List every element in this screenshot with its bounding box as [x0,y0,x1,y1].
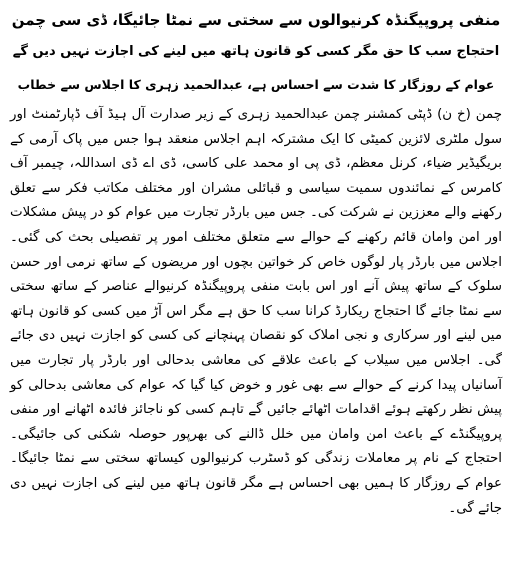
article-body: چمن (خ ن) ڈپٹی کمشنر چمن عبدالحمید زہری کے زیر صدارت آل ہیڈ آف ڈپارٹمنٹ اور سول ملٹری لائزین کمیٹی کا ایک مشترکہ اہم اجلاس منعقد ہوا جس میں پاک آرمی کے بریگیڈیر ضیاء، کرنل معظم، ڈی پی او محمد علی کاسی، ڈی اے ڈی اسداللہ، چیمبر آف کامرس کے نمائندوں سمیت سیاسی و قبائلی مشران اور مختلف مکاتب فکر سے تعلق رکھنے والے معززین نے شرکت کی۔ جس میں بارڈر تجارت میں عوام کو در پیش مشکلات اور امن وامان قائم رکھنے کے حوالے سے متعلق مختلف امور پر تفصیلی بحث کی گئی۔ اجلاس میں بارڈر پار لوگوں خاص کر خواتین بچوں اور مریضوں کے ساتھ نرمی اور حسن سلوک کے ساتھ پیش آنے اور اس بابت منفی پروپیگنڈہ کرنیوالے عناصر کے ساتھ سختی سے نمٹا جائے گا احتجاج ریکارڈ کرانا سب کا حق ہے مگر اس آڑ میں کسی کو قانون ہاتھ میں لینے اور سرکاری و نجی املاک کو نقصان پہنچانے کی کسی کو اجازت نہیں دی جائے گی۔ اجلاس میں سیلاب کے باعث علاقے کی معاشی بدحالی اور بارڈر پار تجارت میں آسانیاں پیدا کرنے کے حوالے سے بھی غور و خوض کیا گیا کہ عوام کی معاشی بدحالی کو پیش نظر رکھتے ہوئے اقدامات اٹھائے جائیں گے تاہم کسی کو ناجائز فائدہ اٹھانے اور منفی پروپیگنڈے کے باعث امن وامان میں خلل ڈالنے کی بھرپور حوصلہ شکنی کی جائیگی۔ احتجاج کے نام پر معاملات زندگی کو ڈسٹرب کرنیوالوں کیساتھ سختی سے نمٹا جائیگا۔ عوام کے روزگار کا ہمیں بھی احساس ہے مگر قانون ہاتھ میں لینے کی اجازت نہیں دی جائے گی۔ [10,107,502,516]
headline-main: منفی پروپیگنڈہ کرنیوالوں سے سختی سے نمٹا جائیگا، ڈی سی چمن [11,11,501,29]
headline-sub-2: عوام کے روزگار کا شدت سے احساس ہے، عبدالحمید زہری کا اجلاس سے خطاب [17,77,495,92]
headline-sub-1: احتجاج سب کا حق مگر کسی کو قانون ہاتھ میں لینے کی اجازت نہیں دیں گے [12,44,500,59]
